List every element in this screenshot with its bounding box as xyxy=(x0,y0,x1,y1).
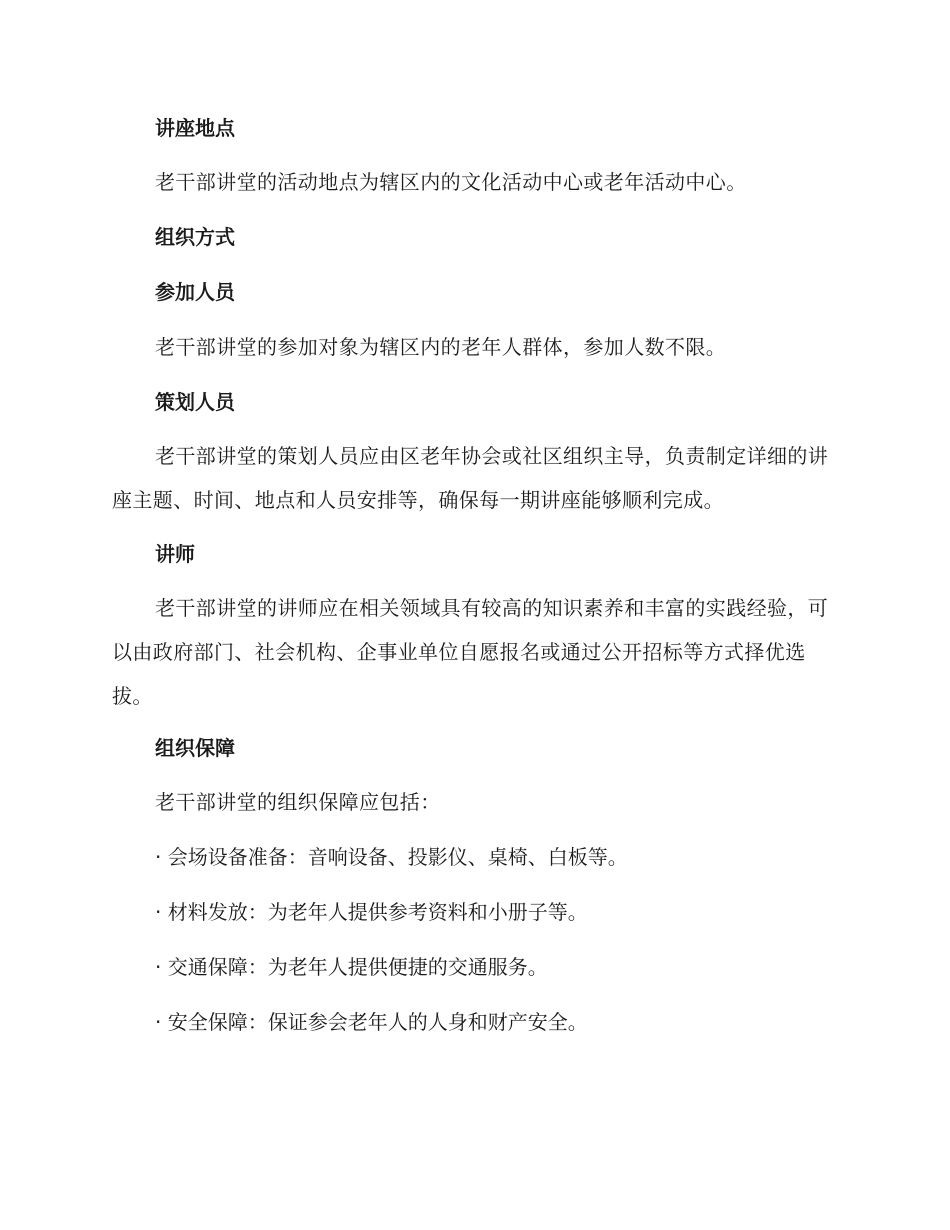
heading-lecturers: 讲师 xyxy=(155,542,195,566)
heading-participants: 参加人员 xyxy=(155,280,235,304)
paragraph-planners: 老干部讲堂的策划人员应由区老年协会或社区组织主导，负责制定详细的讲座主题、时间、地点和人员安排等，确保每一期讲座能够顺利完成。 xyxy=(112,444,829,512)
list-item: · 交通保障：为老年人提供便捷的交通服务。 xyxy=(155,955,548,979)
heading-planners: 策划人员 xyxy=(155,390,235,414)
list-item: · 会场设备准备：音响设备、投影仪、桌椅、白板等。 xyxy=(155,845,628,869)
list-item: · 安全保障：保证参会老年人的人身和财产安全。 xyxy=(155,1010,588,1034)
paragraph-location: 老干部讲堂的活动地点为辖区内的文化活动中心或老年活动中心。 xyxy=(155,170,747,194)
heading-support: 组织保障 xyxy=(155,736,235,760)
paragraph-participants: 老干部讲堂的参加对象为辖区内的老年人群体，参加人数不限。 xyxy=(155,335,727,359)
list-item: · 材料发放：为老年人提供参考资料和小册子等。 xyxy=(155,900,588,924)
paragraph-lecturers: 老干部讲堂的讲师应在相关领域具有较高的知识素养和丰富的实践经验，可以由政府部门、社会机构、企事业单位自愿报名或通过公开招标等方式择优选拔。 xyxy=(112,596,829,708)
heading-organization: 组织方式 xyxy=(155,225,235,249)
paragraph-support-intro: 老干部讲堂的组织保障应包括： xyxy=(155,790,441,814)
heading-location: 讲座地点 xyxy=(155,116,235,140)
